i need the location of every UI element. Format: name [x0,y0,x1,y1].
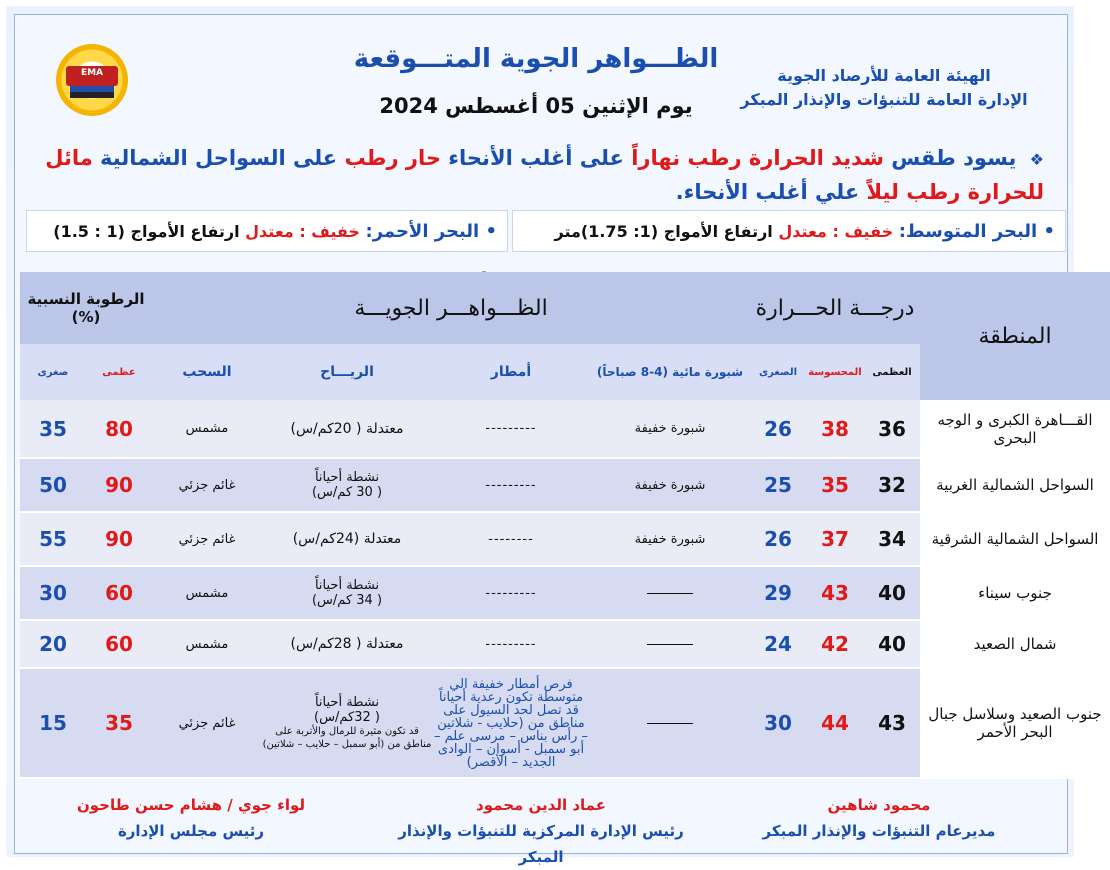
header-feels: المحسوسة [806,344,864,400]
wind-note: قد تكون مثيرة للرمال والأتربة على مناطق من (أبو سمبل – حلايب – شلاتين) [262,726,432,750]
cell-min-temp: 30 [750,668,806,778]
table-row [20,566,1110,620]
cell-fog [590,668,750,778]
cell-region: جنوب الصعيد وسلاسل جبال البحر الأحمر [920,668,1110,778]
page-title: الظـــواهر الجوية المتـــوقعة [353,44,719,74]
table-row [20,400,1110,458]
cell-wind [262,400,432,458]
org-line-2: الإدارة العامة للتنبؤات والإنذار المبكر [740,90,1028,109]
cell-rain: --------- [432,400,590,458]
organization-name [734,64,1034,112]
wind-active-label: نشطة أحياناً [314,695,380,710]
cell-region: السواحل الشمالية الغربية [920,458,1110,512]
table-row [20,620,1110,668]
cell-rain: فرص أمطار خفيفة الي متوسطة تكون رعدية أحياناً قد تصل لحد السيول على مناطق من (حلايب - شلاتين – رأس بناس – مرسى علم –أبو سمبل - أسوان – الوادى الجديد – الأقصر) [432,668,590,778]
red-sea-state: خفيف : معتدل [245,222,360,241]
cell-rain: --------- [432,566,590,620]
signature-2 [376,792,706,870]
header-region: المنطقة [920,272,1110,400]
cell-rain: -------- [432,512,590,566]
cell-fog: شبورة خفيفة [590,512,750,566]
cell-region: القـــاهرة الكبرى و الوجه البحرى [920,400,1110,458]
cell-max-temp: 40 [864,566,920,620]
header-humidity-min: صغرى [20,344,86,400]
cell-fog: شبورة خفيفة [590,458,750,512]
summary-part-2: شديد الحرارة رطب نهاراً [631,146,884,170]
table-body [20,400,1110,778]
med-waves: ارتفاع الأمواج (1: 1.75)متر [554,222,773,241]
cell-humidity-max: 90 [86,512,152,566]
cell-humidity-min: 35 [20,400,86,458]
wind-active-label: نشطة أحياناً [314,470,380,485]
cell-clouds: غائم جزئي [152,512,262,566]
header-fog: شبورة مائية (4-8 صباحاً) [590,344,750,400]
header-humidity: الرطوبة النسبية (%) [20,272,152,344]
header-temperature: درجـــة الحـــرارة [750,272,920,344]
cell-humidity-min: 15 [20,668,86,778]
signature-1-name: محمود شاهين [827,796,931,814]
cell-humidity-min: 55 [20,512,86,566]
wind-speed: معتدلة (24كم/س) [292,531,402,547]
red-sea-box [26,210,508,252]
cell-feels-temp: 37 [806,512,864,566]
wind-speed: معتدلة ( 28كم/س) [290,636,404,652]
logo-text: EMA [80,68,104,78]
med-label: • البحر المتوسط: [898,221,1055,242]
wind-speed: معتدلة ( 20كم/س) [290,420,404,437]
cell-humidity-min: 30 [20,566,86,620]
cell-fog [590,620,750,668]
cell-clouds: غائم جزئي [152,458,262,512]
cell-max-temp: 32 [864,458,920,512]
cell-clouds: مشمس [152,620,262,668]
summary-part-6: مائل للحرارة رطب ليلاً [45,146,1044,204]
summary-part-1: يسود طقس [891,146,1017,170]
dash-line [647,644,693,645]
signature-1 [714,792,1044,844]
wind-speed: ( 30 كم/س) [311,485,383,500]
cell-humidity-max: 80 [86,400,152,458]
diamond-bullet-icon: ❖ [1029,150,1044,169]
summary-part-3: على أغلب الأنحاء [448,146,624,170]
cell-humidity-min: 20 [20,620,86,668]
header-phenomena: الظـــواهـــر الجويـــة [152,272,750,344]
signature-3-name: لواء جوي / هشام حسن طاحون [76,796,306,814]
cell-rain: --------- [432,620,590,668]
cell-wind [262,620,432,668]
table-row [20,512,1110,566]
logo-stripe-black [70,92,114,98]
cell-region: السواحل الشمالية الشرقية [920,512,1110,566]
cell-feels-temp: 38 [806,400,864,458]
cell-feels-temp: 35 [806,458,864,512]
signature-2-name: عماد الدين محمود [476,796,606,814]
cell-humidity-max: 90 [86,458,152,512]
cell-fog: شبورة خفيفة [590,400,750,458]
table-row [20,458,1110,512]
mediterranean-sea-box [512,210,1066,252]
cell-clouds: غائم جزئي [152,668,262,778]
signature-3 [26,792,356,844]
cell-feels-temp: 43 [806,566,864,620]
cell-clouds: مشمس [152,400,262,458]
cell-humidity-max: 35 [86,668,152,778]
cell-feels-temp: 42 [806,620,864,668]
summary-part-7: علي أغلب الأنحاء. [675,180,860,204]
summary-part-5: على السواحل الشمالية [100,146,338,170]
table-row [20,668,1110,778]
dash-line [647,593,693,594]
cell-max-temp: 34 [864,512,920,566]
header-humidity-max: عظمى [86,344,152,400]
wind-speed: ( 34 كم/س) [311,593,383,608]
header-max: العظمى [864,344,920,400]
cell-wind [262,458,432,512]
cell-humidity-min: 50 [20,458,86,512]
cell-min-temp: 24 [750,620,806,668]
cell-fog [590,566,750,620]
cell-min-temp: 29 [750,566,806,620]
header-min: الصغرى [750,344,806,400]
weather-summary [34,142,1044,208]
header-wind: الريـــاح [262,344,432,400]
cell-min-temp: 26 [750,512,806,566]
signature-3-position: رئيس مجلس الإدارة [117,822,265,840]
red-sea-waves: ارتفاع الأمواج (1 : 1.5) [53,222,240,241]
cell-feels-temp: 44 [806,668,864,778]
cell-humidity-max: 60 [86,566,152,620]
cell-wind [262,566,432,620]
cell-rain: --------- [432,458,590,512]
red-sea-label: • البحر الأحمر: [365,221,497,242]
cell-wind [262,512,432,566]
cell-clouds: مشمس [152,566,262,620]
signature-2-position: رئيس الإدارة المركزية للتنبؤات والإنذار المبكر [398,822,684,866]
forecast-table [20,272,1110,779]
ema-logo [56,44,128,116]
cell-max-temp: 40 [864,620,920,668]
wind-speed: ( 32كم/س) [314,710,380,725]
header-rain: أمطار [432,344,590,400]
signature-1-position: مديرعام التنبؤات والإنذار المبكر [762,822,996,840]
cell-max-temp: 36 [864,400,920,458]
header-clouds: السحب [152,344,262,400]
cell-region: شمال الصعيد [920,620,1110,668]
cell-max-temp: 43 [864,668,920,778]
cell-humidity-max: 60 [86,620,152,668]
dash-line [647,723,693,724]
cell-min-temp: 26 [750,400,806,458]
cell-region: جنوب سيناء [920,566,1110,620]
cell-min-temp: 25 [750,458,806,512]
forecast-date: يوم الإثنين 05 أغسطس 2024 [379,94,693,118]
header-row-1 [20,272,1110,344]
org-line-1: الهيئة العامة للأرصاد الجوية [777,66,991,85]
summary-part-4: حار رطب [344,146,441,170]
med-state: خفيف : معتدل [778,222,894,241]
forecast-table-wrap [20,272,1102,774]
wind-active-label: نشطة أحياناً [314,578,380,593]
cell-wind [262,668,432,778]
